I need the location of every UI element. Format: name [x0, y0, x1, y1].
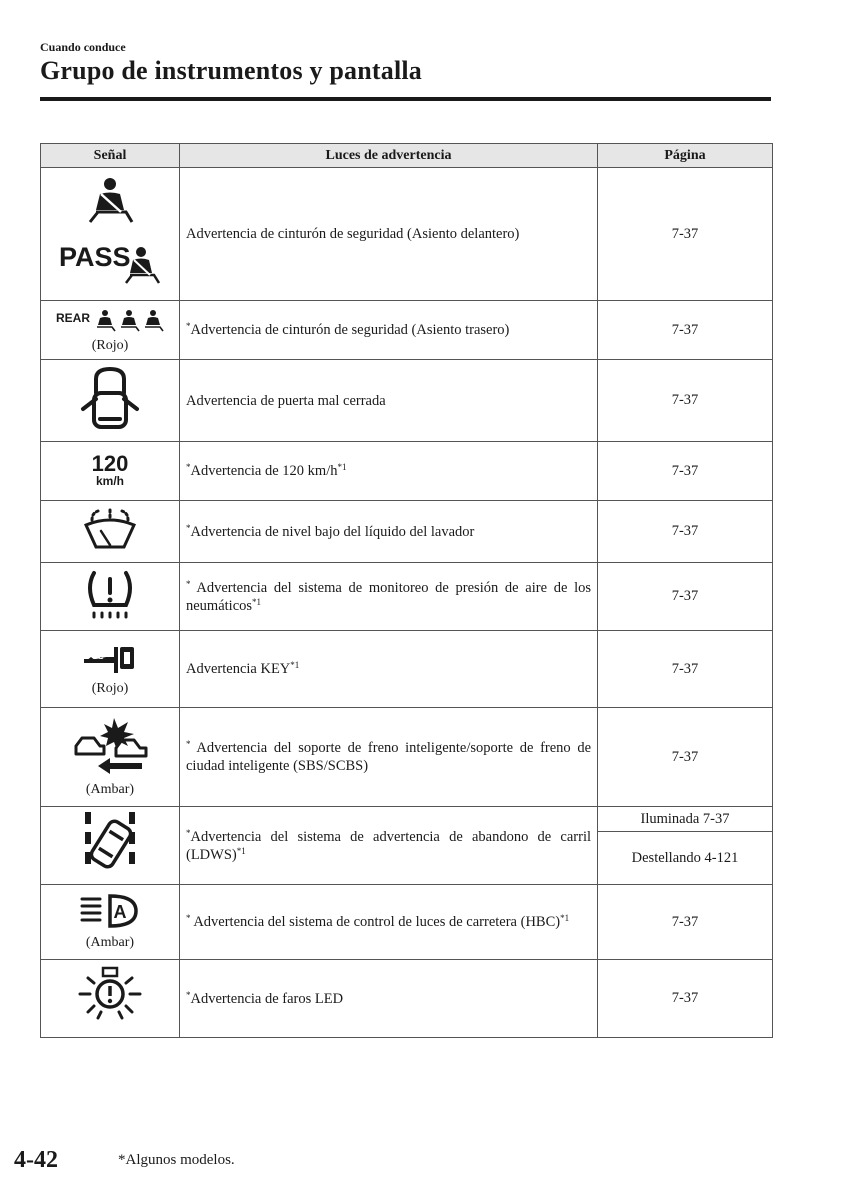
seatbelt-pass-icon [55, 172, 165, 292]
description-cell: Advertencia de puerta mal cerrada [180, 360, 598, 442]
table-row [41, 442, 773, 501]
table-row [41, 631, 773, 708]
col-header-signal: Señal [41, 144, 180, 168]
pass-icon-text: PASS [59, 241, 131, 272]
table-row [41, 360, 773, 442]
table-row [41, 563, 773, 631]
color-note: (Rojo) [91, 681, 129, 696]
description-cell: *Advertencia de 120 $km/h^{*1}$ [180, 442, 598, 501]
description-cell: *Advertencia de nivel bajo del líquido del lavador [180, 501, 598, 563]
svg-text:REAR: REAR [56, 311, 91, 325]
rear-seatbelt-icon [54, 306, 166, 332]
washer-fluid-icon [82, 507, 138, 551]
page-cell: 7-37 [598, 563, 773, 631]
description-cell: *Advertencia de faros LED [180, 960, 598, 1038]
page-cell: 7-37 [598, 301, 773, 360]
signal-cell [41, 563, 180, 631]
table-row [41, 168, 773, 301]
description-cell: * Advertencia del sistema de control de luces de carretera (HBC)$^{*1}$ [180, 885, 598, 960]
col-header-page: Página [598, 144, 773, 168]
page-cell: 7-37 [598, 708, 773, 807]
lane-departure-icon [81, 810, 139, 876]
description-cell: Advertencia KEY$^{*1}$ [180, 631, 598, 708]
signal-cell [41, 501, 180, 563]
high-beam-control-icon [80, 893, 140, 929]
svg-text:A: A [113, 902, 127, 922]
color-note: (Ambar) [85, 935, 135, 950]
speed-120-icon [85, 449, 135, 489]
tire-pressure-icon [83, 567, 137, 621]
color-note: (Ambar) [85, 782, 135, 797]
page-title: Grupo de instrumentos y pantalla [40, 56, 423, 85]
signal-cell [41, 807, 180, 885]
smart-brake-support-icon [68, 716, 152, 776]
description-cell: *Advertencia de cinturón de seguridad (Asiento trasero) [180, 301, 598, 360]
signal-cell [41, 442, 180, 501]
page-cell: 7-37 [598, 885, 773, 960]
footnote: *Algunos modelos. [118, 1152, 235, 1168]
warning-lights-table [40, 143, 773, 1038]
section-label: Cuando conduce [40, 40, 126, 54]
svg-text:km/h: km/h [95, 473, 125, 488]
page-cell: 7-37 [598, 442, 773, 501]
page-cell: 7-37 [598, 360, 773, 442]
col-header-description: Luces de advertencia [180, 144, 598, 168]
page-cell-flashing: Destellando 4-121 [598, 832, 773, 885]
page-cell: 7-37 [598, 960, 773, 1038]
description-cell: *Advertencia del sistema de advertencia de abandono de carril (LDWS)$^{*1}$ [180, 807, 598, 885]
description-cell: Advertencia de cinturón de seguridad (Asiento delantero) [180, 168, 598, 301]
table-row [41, 708, 773, 807]
table-row [41, 501, 773, 563]
page-cell: 7-37 [598, 501, 773, 563]
signal-cell [41, 708, 180, 807]
signal-cell [41, 168, 180, 301]
table-row [41, 301, 773, 360]
title-rule [40, 97, 771, 101]
table-row [41, 885, 773, 960]
page-number: 4-42 [14, 1147, 58, 1173]
svg-text:120: 120 [91, 450, 129, 476]
table-row [41, 807, 773, 832]
key-icon [82, 641, 138, 675]
signal-cell [41, 360, 180, 442]
signal-cell [41, 885, 180, 960]
color-note: (Rojo) [91, 338, 129, 353]
description-cell: * Advertencia del soporte de freno inteligente/soporte de freno de ciudad inteligente (SBS/SCBS) [180, 708, 598, 807]
table-header-row [41, 144, 773, 168]
led-headlight-icon [78, 966, 142, 1026]
table-row [41, 960, 773, 1038]
signal-cell [41, 631, 180, 708]
signal-cell [41, 960, 180, 1038]
page-cell-illuminated: Iluminada 7-37 [598, 807, 773, 832]
description-cell: * Advertencia del sistema de monitoreo de presión de aire de los neumáticos$^{*1}$ [180, 563, 598, 631]
page-cell: 7-37 [598, 168, 773, 301]
signal-cell [41, 301, 180, 360]
door-ajar-icon [78, 365, 142, 431]
page-cell: 7-37 [598, 631, 773, 708]
